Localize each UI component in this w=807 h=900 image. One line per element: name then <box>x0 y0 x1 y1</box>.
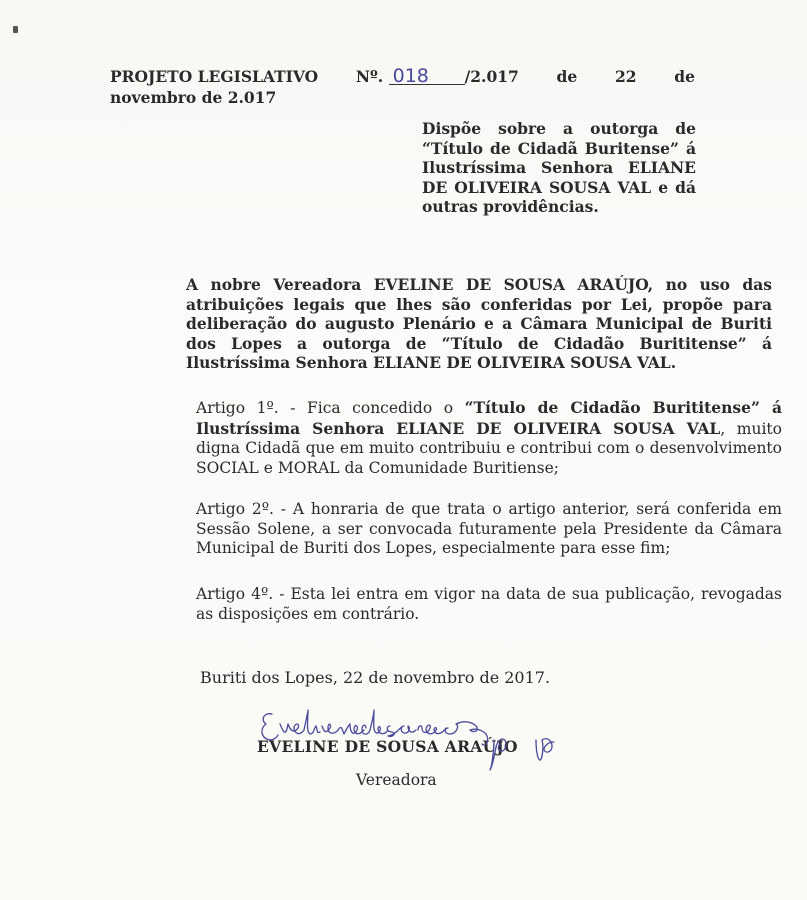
handwritten-signature <box>250 700 650 780</box>
intro-name: EVELINE DE SOUSA ARAÚJO <box>373 275 648 294</box>
heading-date-word-2: 22 <box>614 67 637 86</box>
artigo-2-paragraph: Artigo 2º. - A honraria de que trata o artigo anterior, será conferida em Sessão Solene, a ser convocada futuramente pela Presidente da Câmara Municipal de Buriti dos Lopes, especialmente para esse fim; <box>196 500 782 557</box>
heading-date-word-1: de <box>556 67 578 86</box>
intro-rest: , no uso das atribuições legais que lhes são conferidas por Lei, propõe para deliberação do augusto Plenário e a Câmara Municipal de Buriti dos Lopes a outorga de “Título de Cidadão Burititense” á Ilustríssima Senhora ELIANE DE OLIVEIRA SOUSA VAL. <box>186 275 772 372</box>
intro-paragraph <box>110 275 772 373</box>
heading-date-word-3: de <box>674 67 695 86</box>
heading-number-handwritten: 018 <box>389 68 465 85</box>
scan-mark <box>13 26 18 33</box>
artigo-1-bold: “Título de Cidadão Burititense” á Ilustríssima Senhora ELIANE DE OLIVEIRA SOUSA VAL <box>196 398 782 438</box>
signatory-role: Vereadora <box>356 771 437 789</box>
heading-year-suffix: /2.017 <box>464 67 519 86</box>
ementa: Dispõe sobre a outorga de “Título de Cidadã Buritense” á Ilustríssima Senhora ELIANE DE OLIVEIRA SOUSA VAL e dá outras providências. <box>422 119 696 216</box>
artigo-1-paragraph <box>110 398 782 478</box>
artigo-1-lead: Artigo 1º. - Fica concedido o <box>196 399 465 417</box>
intro-lead: A nobre Vereadora <box>186 275 374 294</box>
document-heading <box>110 66 695 108</box>
heading-line-2: novembro de 2.017 <box>110 88 277 107</box>
heading-number-group <box>356 66 519 87</box>
artigo-4-paragraph: Artigo 4º. - Esta lei entra em vigor na data de sua publicação, revogadas as disposições em contrário. <box>196 585 782 623</box>
signature-name: EVELINE DE SOUSA ARAÚJO <box>257 737 518 756</box>
heading-number-prefix: Nº. <box>355 67 384 86</box>
heading-label: PROJETO LEGISLATIVO <box>110 67 319 86</box>
artigo-1-rest: , muito digna Cidadã que em muito contribuiu e contribui com o desenvolvimento SOCIAL e MORAL da Comunidade Buritiense; <box>196 419 782 477</box>
signature-block <box>250 700 650 780</box>
heading-line-1 <box>110 66 695 87</box>
place-date: Buriti dos Lopes, 22 de novembro de 2017. <box>200 668 551 687</box>
